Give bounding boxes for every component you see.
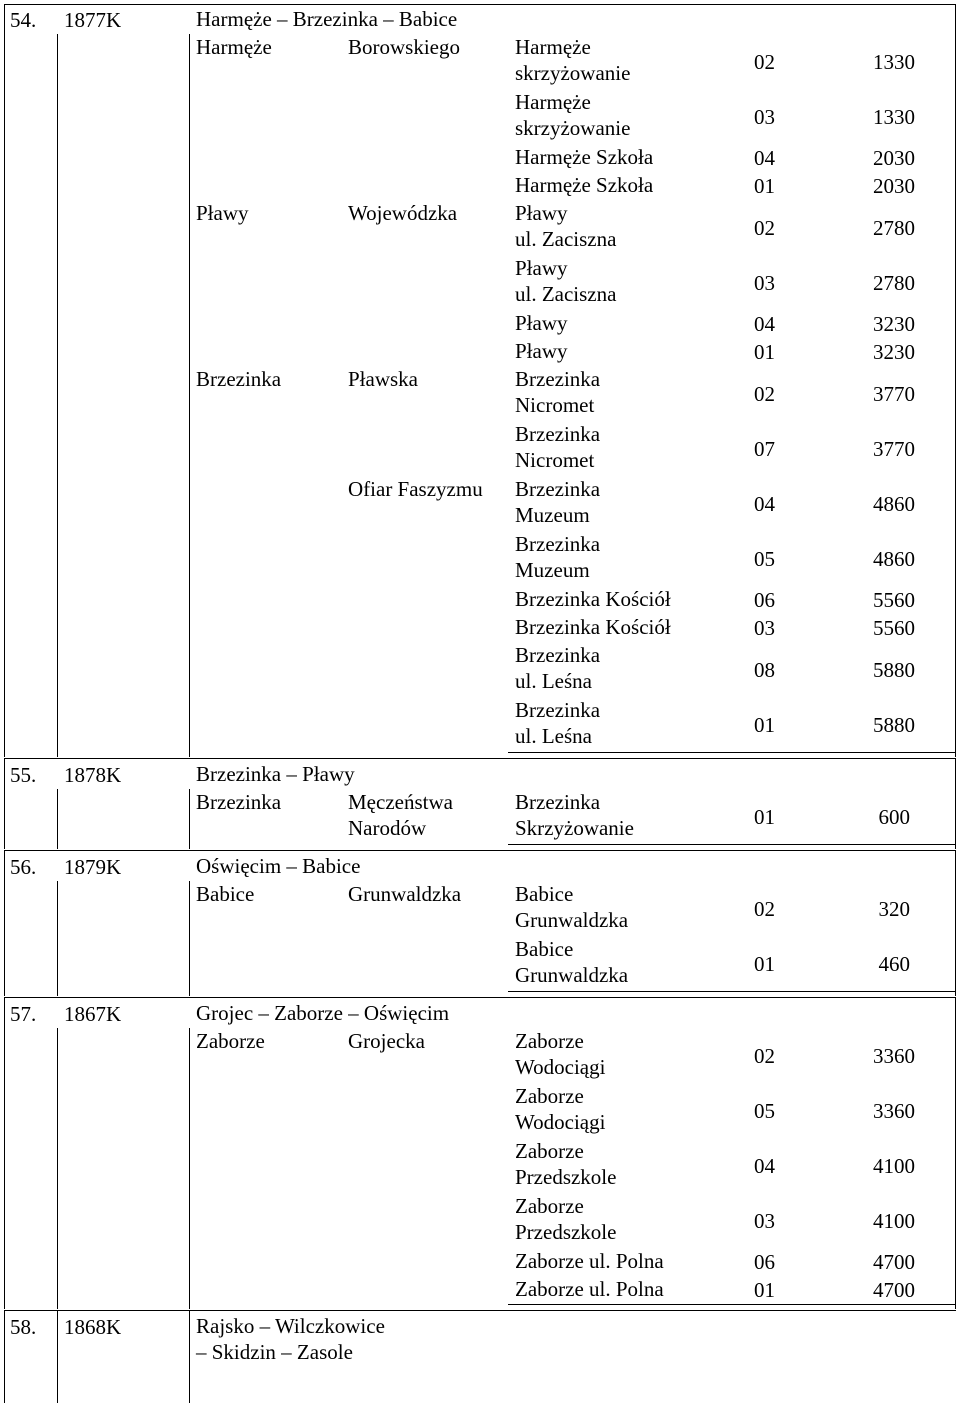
km-cell: 600 bbox=[878, 805, 910, 829]
km-cell: 5880 bbox=[873, 713, 915, 737]
road-code: 1877K bbox=[64, 8, 122, 32]
table-rule-h bbox=[508, 1304, 956, 1305]
section-title: Grojec – Zaborze – Oświęcim bbox=[196, 1001, 450, 1025]
table-rule-v bbox=[4, 998, 5, 1309]
section-title: Oświęcim – Babice bbox=[196, 854, 361, 878]
stop-name-cell: Zaborze Wodociągi bbox=[515, 1084, 606, 1134]
stop-name-cell: Brzezinka Nicromet bbox=[515, 367, 601, 417]
stop-number-cell: 01 bbox=[754, 1278, 775, 1302]
stop-name-cell: Harmęże skrzyżowanie bbox=[515, 90, 631, 140]
table-rule-v bbox=[189, 881, 190, 996]
place-cell: Babice bbox=[196, 882, 255, 906]
stop-name-cell: Zaborze Wodociągi bbox=[515, 1029, 606, 1079]
stop-number-cell: 02 bbox=[754, 897, 775, 921]
stop-number-cell: 06 bbox=[754, 588, 775, 612]
stop-number-cell: 03 bbox=[754, 616, 775, 640]
stop-name-cell: Harmęże Szkoła bbox=[515, 173, 654, 197]
table-rule-h bbox=[4, 1310, 956, 1311]
table-rule-v bbox=[57, 789, 58, 849]
stop-number-cell: 03 bbox=[754, 105, 775, 129]
stop-name-cell: Harmęże Szkoła bbox=[515, 145, 654, 169]
place-cell: Pławy bbox=[196, 201, 249, 225]
stop-name-cell: Brzezinka Skrzyżowanie bbox=[515, 790, 634, 840]
stop-number-cell: 01 bbox=[754, 174, 775, 198]
section-title: Brzezinka – Pławy bbox=[196, 762, 355, 786]
km-cell: 2780 bbox=[873, 216, 915, 240]
road-code: 1878K bbox=[64, 763, 122, 787]
table-rule-v bbox=[189, 789, 190, 849]
stop-name-cell: Brzezinka Nicromet bbox=[515, 422, 601, 472]
section-number: 56. bbox=[10, 855, 37, 879]
table-rule-h bbox=[4, 758, 956, 759]
table-rule-v bbox=[57, 881, 58, 996]
street-cell: Ofiar Faszyzmu bbox=[348, 477, 483, 501]
stop-number-cell: 04 bbox=[754, 146, 775, 170]
street-cell: Grojecka bbox=[348, 1029, 425, 1053]
stop-number-cell: 06 bbox=[754, 1250, 775, 1274]
table-rule-v bbox=[955, 759, 956, 849]
table-rule-h bbox=[508, 752, 956, 753]
table-rule-h bbox=[4, 997, 956, 998]
table-rule-v bbox=[57, 1311, 58, 1403]
stop-name-cell: Zaborze ul. Polna bbox=[515, 1249, 664, 1273]
street-cell: Męczeństwa Narodów bbox=[348, 790, 453, 840]
km-cell: 4860 bbox=[873, 492, 915, 516]
street-cell: Wojewódzka bbox=[348, 201, 458, 225]
km-cell: 1330 bbox=[873, 50, 915, 74]
km-cell: 2030 bbox=[873, 146, 915, 170]
table-rule-v bbox=[57, 34, 58, 757]
stop-number-cell: 02 bbox=[754, 1044, 775, 1068]
km-cell: 3770 bbox=[873, 437, 915, 461]
stop-name-cell: Zaborze Przedszkole bbox=[515, 1194, 617, 1244]
stop-number-cell: 08 bbox=[754, 658, 775, 682]
stop-name-cell: Pławy bbox=[515, 311, 568, 335]
stop-number-cell: 05 bbox=[754, 547, 775, 571]
stop-name-cell: Brzezinka ul. Leśna bbox=[515, 643, 601, 693]
km-cell: 2780 bbox=[873, 271, 915, 295]
km-cell: 5880 bbox=[873, 658, 915, 682]
stop-name-cell: Pławy bbox=[515, 339, 568, 363]
stop-number-cell: 03 bbox=[754, 271, 775, 295]
stop-number-cell: 07 bbox=[754, 437, 775, 461]
stop-name-cell: Brzezinka Kościół bbox=[515, 587, 671, 611]
stop-number-cell: 01 bbox=[754, 340, 775, 364]
stop-name-cell: Pławy ul. Zaciszna bbox=[515, 256, 617, 306]
table-rule-h bbox=[4, 850, 956, 851]
km-cell: 320 bbox=[878, 897, 910, 921]
stop-name-cell: Babice Grunwaldzka bbox=[515, 937, 629, 987]
km-cell: 1330 bbox=[873, 105, 915, 129]
table-rule-v bbox=[955, 851, 956, 996]
stop-name-cell: Zaborze Przedszkole bbox=[515, 1139, 617, 1189]
km-cell: 3360 bbox=[873, 1099, 915, 1123]
section-number: 57. bbox=[10, 1002, 37, 1026]
stop-number-cell: 02 bbox=[754, 216, 775, 240]
road-code: 1867K bbox=[64, 1002, 122, 1026]
table-rule-h bbox=[508, 844, 956, 845]
section-number: 54. bbox=[10, 8, 37, 32]
place-cell: Harmęże bbox=[196, 35, 272, 59]
table-rule-v bbox=[4, 851, 5, 996]
km-cell: 4100 bbox=[873, 1209, 915, 1233]
km-cell: 5560 bbox=[873, 616, 915, 640]
km-cell: 3360 bbox=[873, 1044, 915, 1068]
stop-number-cell: 04 bbox=[754, 1154, 775, 1178]
place-cell: Brzezinka bbox=[196, 790, 282, 814]
place-cell: Brzezinka bbox=[196, 367, 282, 391]
km-cell: 3770 bbox=[873, 382, 915, 406]
km-cell: 4100 bbox=[873, 1154, 915, 1178]
stop-name-cell: Brzezinka Muzeum bbox=[515, 532, 601, 582]
km-cell: 3230 bbox=[873, 340, 915, 364]
street-cell: Pławska bbox=[348, 367, 418, 391]
stop-name-cell: Babice Grunwaldzka bbox=[515, 882, 629, 932]
stop-number-cell: 01 bbox=[754, 713, 775, 737]
stop-name-cell: Brzezinka ul. Leśna bbox=[515, 698, 601, 748]
km-cell: 2030 bbox=[873, 174, 915, 198]
km-cell: 460 bbox=[878, 952, 910, 976]
table-rule-v bbox=[189, 1311, 190, 1403]
stop-name-cell: Zaborze ul. Polna bbox=[515, 1277, 664, 1301]
table-rule-v bbox=[4, 1311, 5, 1403]
km-cell: 4700 bbox=[873, 1278, 915, 1302]
table-rule-v bbox=[4, 759, 5, 849]
table-rule-v bbox=[4, 4, 5, 757]
stop-number-cell: 01 bbox=[754, 952, 775, 976]
street-cell: Grunwaldzka bbox=[348, 882, 462, 906]
section-number: 58. bbox=[10, 1315, 37, 1339]
km-cell: 5560 bbox=[873, 588, 915, 612]
stop-number-cell: 02 bbox=[754, 382, 775, 406]
km-cell: 4700 bbox=[873, 1250, 915, 1274]
table-rule-v bbox=[57, 1028, 58, 1309]
stop-name-cell: Brzezinka Kościół bbox=[515, 615, 671, 639]
stop-name-cell: Pławy ul. Zaciszna bbox=[515, 201, 617, 251]
table-rule-v bbox=[955, 4, 956, 757]
section-number: 55. bbox=[10, 763, 37, 787]
km-cell: 4860 bbox=[873, 547, 915, 571]
stop-name-cell: Brzezinka Muzeum bbox=[515, 477, 601, 527]
stop-number-cell: 04 bbox=[754, 492, 775, 516]
stop-number-cell: 02 bbox=[754, 50, 775, 74]
table-rule-v bbox=[955, 998, 956, 1309]
section-title: Rajsko – Wilczkowice – Skidzin – Zasole bbox=[196, 1314, 385, 1364]
table-rule-h bbox=[508, 991, 956, 992]
place-cell: Zaborze bbox=[196, 1029, 265, 1053]
stop-number-cell: 04 bbox=[754, 312, 775, 336]
stop-number-cell: 03 bbox=[754, 1209, 775, 1233]
street-cell: Borowskiego bbox=[348, 35, 460, 59]
stop-number-cell: 05 bbox=[754, 1099, 775, 1123]
km-cell: 3230 bbox=[873, 312, 915, 336]
table-rule-v bbox=[189, 1028, 190, 1309]
road-code: 1868K bbox=[64, 1315, 122, 1339]
stop-name-cell: Harmęże skrzyżowanie bbox=[515, 35, 631, 85]
road-code: 1879K bbox=[64, 855, 122, 879]
table-rule-v bbox=[189, 34, 190, 757]
table-rule-h bbox=[4, 4, 956, 5]
stop-number-cell: 01 bbox=[754, 805, 775, 829]
section-title: Harmęże – Brzezinka – Babice bbox=[196, 7, 458, 31]
